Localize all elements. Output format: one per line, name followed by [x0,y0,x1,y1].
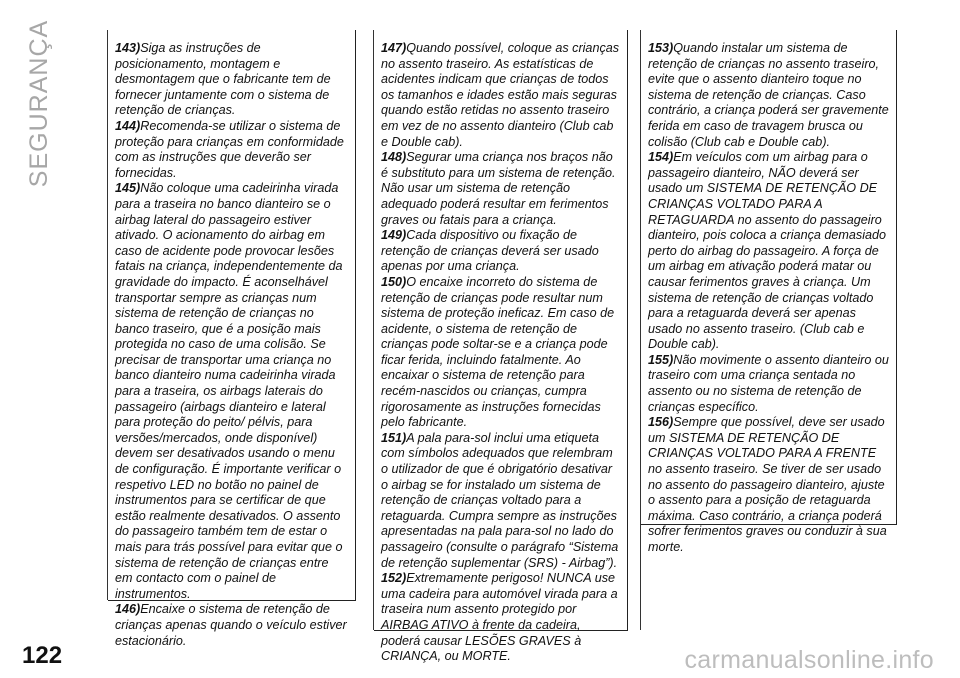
paragraph-number: 156) [648,415,674,430]
paragraph-155 [648,353,890,415]
section-title-text: SEGURANÇA [25,19,54,187]
paragraph-text: Encaixe o sistema de retenção de crianças apenas quando o veículo estiver estacionário. [115,602,347,648]
column-1 [108,30,356,648]
paragraph-text: Recomenda-se utilizar o sistema de proteção para crianças em conformidade com as instruções que deverão ser fornecidas. [115,118,344,180]
paragraph-number: 154) [648,150,674,165]
watermark: carmanualsonline.info [684,646,934,674]
paragraph-text: Não coloque uma cadeirinha virada para a traseira no banco dianteiro se o airbag lateral do passageiro estiver ativado. O acionamento do airbag em caso de acidente pode provocar lesões fatais na criança, independentemente da gravidade do impacto. É aconselhável transportar sempre as crianças num sistema de retenção de crianças no banco traseiro, que é a posição mais protegida no caso de uma colisão. Se precisar de transportar uma criança no banco dianteiro numa cadeirinha virada para a traseira, os airbags laterais do passageiro (airbags dianteiro e lateral para proteção do peito/ pélvis, para versões/mercados, onde disponível) devem ser desativados usando o menu de configuração. É importante verificar o respetivo LED no botão no painel de instrumentos para se certificar de que estão realmente desativados. O assento do passageiro também tem de estar o mais para trás possível para evitar que o sistema de retenção de crianças entre em contacto com o painel de instrumentos. [115,181,343,601]
paragraph-text: Cada dispositivo ou fixação de retenção de crianças deverá ser usado apenas por uma criança. [381,228,599,274]
section-title [22,8,58,198]
paragraph-number: 151) [381,430,407,445]
paragraph-number: 144) [115,118,141,133]
paragraph-number: 152) [381,571,407,586]
column-2 [374,30,628,664]
paragraph-147 [381,41,621,150]
paragraph-148 [381,150,621,228]
paragraph-150 [381,275,621,431]
paragraph-153 [648,41,890,150]
paragraph-154 [648,150,890,353]
paragraph-number: 147) [381,41,407,55]
paragraph-number: 145) [115,181,141,196]
paragraph-text: Extremamente perigoso! NUNCA use uma cadeira para automóvel virada para a traseira num assento protegido por AIRBAG ATIVO à frente da cadeira, poderá causar LESÕES GRAVES à CRIANÇA, ou MORTE. [381,571,618,664]
paragraph-149 [381,228,621,275]
paragraph-text: Siga as instruções de posicionamento, montagem e desmontagem que o fabricante tem de fornecer juntamente com o sistema de retenção de crianças. [115,41,331,118]
paragraph-156 [648,415,890,555]
paragraph-number: 148) [381,150,407,165]
paragraph-number: 143) [115,41,141,55]
paragraph-151 [381,431,621,571]
paragraph-number: 146) [115,602,141,617]
paragraph-number: 155) [648,352,674,367]
paragraph-text: O encaixe incorreto do sistema de retenção de crianças pode resultar num sistema de proteção ineficaz. Em caso de acidente, o sistema de retenção de crianças pode soltar-se e a criança pode ficar ferida, incluindo fatalmente. Ao encaixar o sistema de retenção para recém-nascidos ou crianças, cumpra rigorosamente as instruções fornecidas pelo fabricante. [381,274,615,430]
column-3 [641,30,897,554]
paragraph-number: 149) [381,228,407,243]
paragraph-144 [115,119,349,181]
paragraph-text: Quando possível, coloque as crianças no assento traseiro. As estatísticas de acidentes indicam que crianças de todos os tamanhos e idades estão mais seguras quando estão retidas no assento traseiro em vez de no assento dianteiro (Club cab e Double cab). [381,41,620,149]
paragraph-text: Não movimente o assento dianteiro ou traseiro com uma criança sentada no assento ou no sistema de retenção de crianças específico. [648,352,889,414]
paragraph-text: A pala para-sol inclui uma etiqueta com símbolos adequados que relembram o utilizador de que é obrigatório desativar o airbag se for instalado um sistema de retenção de crianças voltado para a retaguarda. Cumpra sempre as instruções apresentadas na pala para-sol no lado do passageiro (consulte o parágrafo “Sistema de retenção suplementar (SRS) - Airbag”). [381,430,619,570]
paragraph-text: Sempre que possível, deve ser usado um SISTEMA DE RETENÇÃO DE CRIANÇAS VOLTADO PARA A FRENTE no assento traseiro. Se tiver de ser usado no assento do passageiro dianteiro, ajuste o assento para a posição de retaguarda máxima. Caso contrário, a criança poderá sofrer ferimentos graves ou conduzir à sua morte. [648,415,887,554]
paragraph-143 [115,41,349,119]
paragraph-152 [381,571,621,665]
paragraph-text: Segurar uma criança nos braços não é substituto para um sistema de retenção. Não usar um sistema de retenção adequado poderá resultar em ferimentos graves ou fatais para a criança. [381,150,616,227]
paragraph-146 [115,602,349,649]
paragraph-text: Quando instalar um sistema de retenção de crianças no assento traseiro, evite que o assento dianteiro toque no sistema de retenção de crianças. Caso contrário, a criança poderá ser gravemente ferida em caso de travagem brusca ou colisão (Club cab e Double cab). [648,41,889,149]
paragraph-text: Em veículos com um airbag para o passageiro dianteiro, NÃO deverá ser usado um SISTEMA DE RETENÇÃO DE CRIANÇAS VOLTADO PARA A RETAGUARDA no assento do passageiro dianteiro, pois coloca a criança demasiado perto do airbag do passageiro. A força de um airbag em ativação poderá matar ou causar ferimentos graves à criança. Um sistema de retenção de crianças voltado para a retaguarda deverá ser apenas usado no assento traseiro. (Club cab e Double cab). [648,150,887,352]
paragraph-145 [115,181,349,602]
paragraph-number: 150) [381,274,407,289]
paragraph-number: 153) [648,41,674,55]
page-number: 122 [22,642,63,669]
